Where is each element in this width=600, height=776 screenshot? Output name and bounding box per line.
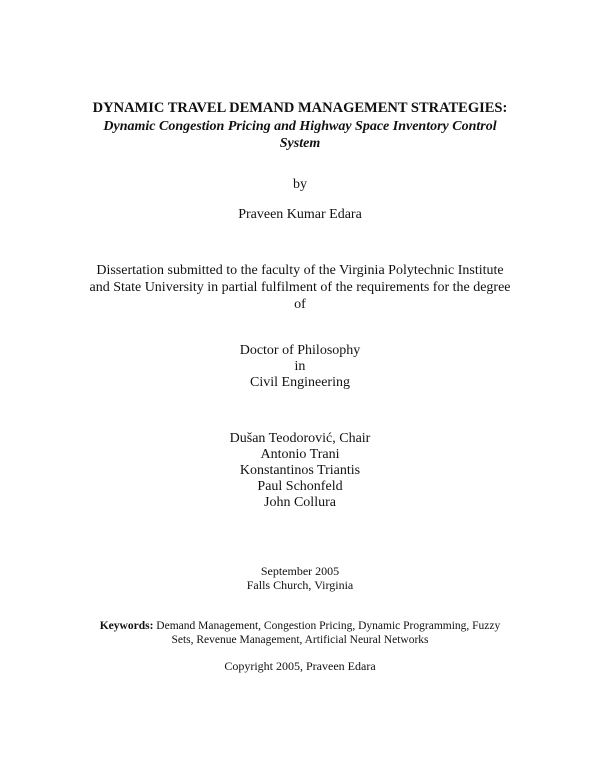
degree-field: Civil Engineering (250, 375, 350, 390)
degree-in: in (294, 359, 306, 374)
statement-line3: of (294, 297, 306, 312)
committee-member: Paul Schonfeld (257, 479, 343, 494)
keywords-label: Keywords: (99, 620, 154, 632)
keywords-line1 (0, 619, 600, 633)
by-label: by (293, 177, 307, 192)
copyright: Copyright 2005, Praveen Edara (224, 659, 376, 673)
keywords-line2: Sets, Revenue Management, Artificial Neural Networks (171, 634, 429, 646)
submission-date: September 2005 (260, 564, 340, 578)
dissertation-subtitle-line1: Dynamic Congestion Pricing and Highway Space Inventory Control (103, 119, 497, 134)
statement-line2: and State University in partial fulfilment of the requirements for the degree (89, 280, 511, 295)
committee-member: Konstantinos Triantis (239, 463, 361, 478)
dissertation-title: DYNAMIC TRAVEL DEMAND MANAGEMENT STRATEGIES: (92, 100, 508, 116)
keywords-text: Demand Management, Congestion Pricing, Dynamic Programming, Fuzzy (156, 620, 501, 632)
committee-member: John Collura (264, 495, 336, 510)
statement-line1: Dissertation submitted to the faculty of the Virginia Polytechnic Institute (96, 263, 504, 278)
author-name: Praveen Kumar Edara (238, 207, 362, 222)
dissertation-subtitle-line2: System (279, 136, 321, 151)
committee-member: Dušan Teodorović, Chair (229, 431, 371, 446)
committee-member: Antonio Trani (260, 447, 340, 462)
degree-name: Doctor of Philosophy (239, 343, 361, 358)
submission-location: Falls Church, Virginia (246, 578, 354, 592)
